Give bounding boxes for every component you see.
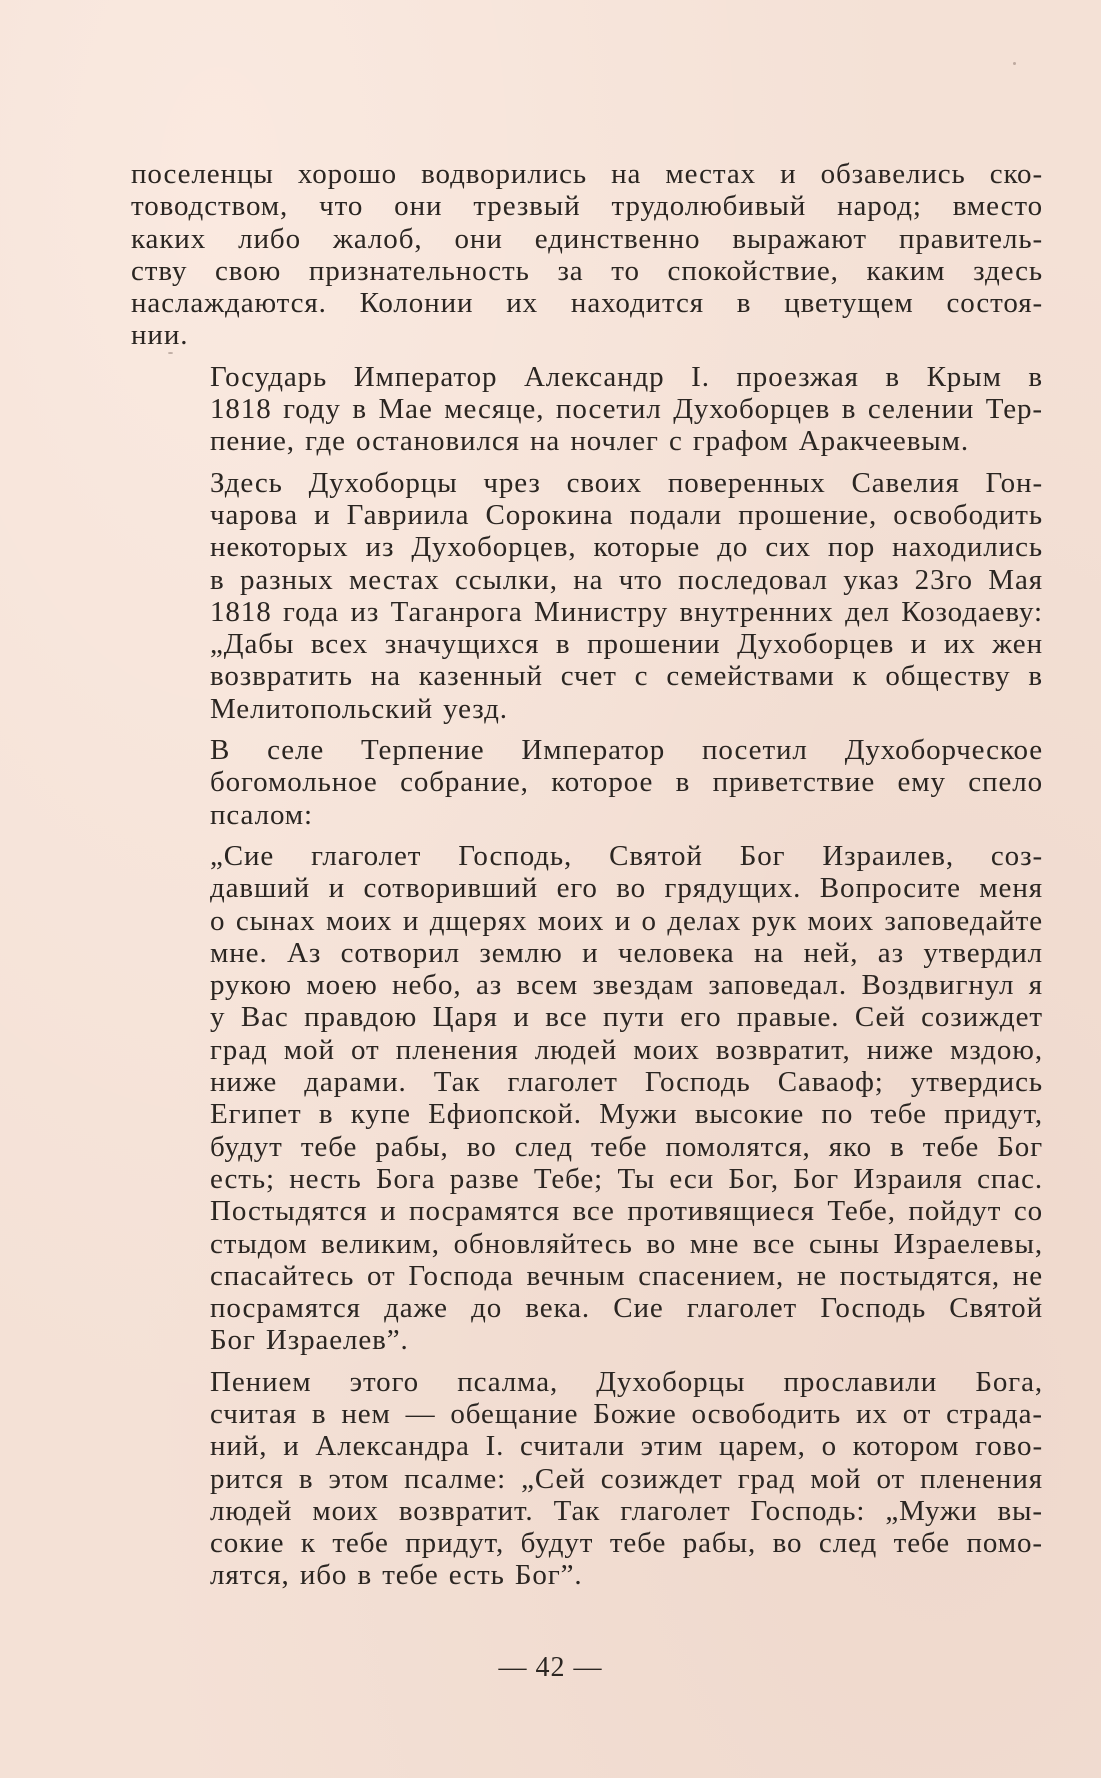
- text-line: богомольное собрание, которое в приветствие ему спело: [210, 766, 1043, 799]
- text-line: каких либо жалоб, они единственно выражают правитель-: [131, 222, 1043, 255]
- text-line: возвратить на казенный счет с семействами к обществу в: [210, 660, 1043, 693]
- text-line: Египет в купе Ефиопской. Мужи высокие по тебе придут,: [210, 1098, 1043, 1131]
- text-line: Здесь Духоборцы чрез своих поверенных Савелия Гон-: [210, 466, 1043, 499]
- text-line: товодством, что они трезвый трудолюбивый народ; вместо: [131, 190, 1043, 223]
- text-line: Мелитопольский уезд.: [210, 692, 508, 725]
- text-line: 1818 году в Мае месяце, посетил Духоборцев в селении Тер-: [210, 393, 1043, 426]
- text-line: рится в этом псалме: „Сей созиждет град мой от пленения: [210, 1462, 1043, 1495]
- text-line: град мой от пленения людей моих возвратит, ниже мздою,: [210, 1033, 1043, 1066]
- text-line: будут тебе рабы, во след тебе помолятся, яко в тебе Бог: [210, 1130, 1043, 1163]
- text-line: Государь Император Александр I. проезжая в Крым в: [210, 360, 1043, 393]
- text-line: „Сие глаголет Господь, Святой Бог Израилев, соз-: [210, 839, 1043, 872]
- text-line: спасайтесь от Господа вечным спасением, не постыдятся, не: [210, 1259, 1043, 1292]
- text-line: пение, где остановился на ночлег с графом Аракчеевым.: [210, 425, 970, 458]
- text-line: псалом:: [210, 798, 313, 831]
- text-line: ний, и Александра I. считали этим царем, о котором гово-: [210, 1430, 1043, 1463]
- paragraph: [131, 158, 1043, 352]
- paragraph: [131, 840, 1043, 1357]
- paragraph: [131, 467, 1043, 725]
- text-line: 1818 года из Таганрога Министру внутренних дел Козодаеву:: [210, 595, 1043, 628]
- text-line: поселенцы хорошо водворились на местах и обзавелись ско-: [131, 158, 1043, 190]
- text-line: давший и сотворивший его во грядущих. Вопросите меня: [210, 872, 1043, 905]
- text-line: мне. Аз сотворил землю и человека на ней, аз утвердил: [210, 936, 1043, 969]
- paragraph: [131, 734, 1043, 831]
- text-line: у Вас правдою Царя и все пути его правые. Сей созиждет: [210, 1001, 1043, 1034]
- text-line: чарова и Гавриила Сорокина подали прошение, освободить: [210, 498, 1043, 531]
- text-line: некоторых из Духоборцев, которые до сих пор находились: [210, 531, 1043, 564]
- text-line: ниже дарами. Так глаголет Господь Саваоф; утвердись: [210, 1066, 1043, 1099]
- text-line: Постыдятся и посрамятся все противящиеся Тебе, пойдут со: [210, 1195, 1043, 1228]
- paper-speck: [168, 352, 173, 354]
- paragraph: [131, 361, 1043, 458]
- text-line: о сынах моих и дщерях моих и о делах рук моих заповедайте: [210, 904, 1043, 937]
- paragraph: [131, 1366, 1043, 1592]
- text-line: стыдом великим, обновляйтесь во мне все сыны Израелевы,: [210, 1227, 1043, 1260]
- paper-speck: [1013, 62, 1016, 65]
- text-line: ству свою признательность за то спокойствие, каким здесь: [131, 254, 1043, 287]
- text-line: лятся, ибо в тебе есть Бог”.: [210, 1559, 583, 1592]
- text-line: в разных местах ссылки, на что последовал указ 23го Мая: [210, 563, 1043, 596]
- text-line: „Дабы всех значущихся в прошении Духоборцев и их жен: [210, 628, 1043, 661]
- page-number: — 42 —: [498, 1652, 603, 1683]
- text-line: считая в нем — обещание Божие освободить их от страда-: [210, 1397, 1043, 1430]
- text-line: людей моих возвратит. Так глаголет Господь: „Мужи вы-: [210, 1494, 1043, 1527]
- text-line: нии.: [131, 319, 189, 352]
- text-line: Пением этого псалма, Духоборцы прославили Бога,: [210, 1365, 1043, 1398]
- text-line: посрамятся даже до века. Сие глаголет Господь Святой: [210, 1292, 1043, 1325]
- text-line: сокие к тебе придут, будут тебе рабы, во след тебе помо-: [210, 1527, 1043, 1560]
- text-line: Бог Израелев”.: [210, 1324, 409, 1357]
- text-line: есть; несть Бога разве Тебе; Ты еси Бог, Бог Израиля спас.: [210, 1162, 1043, 1195]
- text-line: наслаждаются. Колонии их находится в цветущем состоя-: [131, 287, 1043, 320]
- text-line: рукою моею небо, аз всем звездам заповедал. Воздвигнул я: [210, 969, 1043, 1002]
- text-line: В селе Терпение Император посетил Духоборческое: [210, 734, 1043, 767]
- page-text: [131, 158, 1043, 1601]
